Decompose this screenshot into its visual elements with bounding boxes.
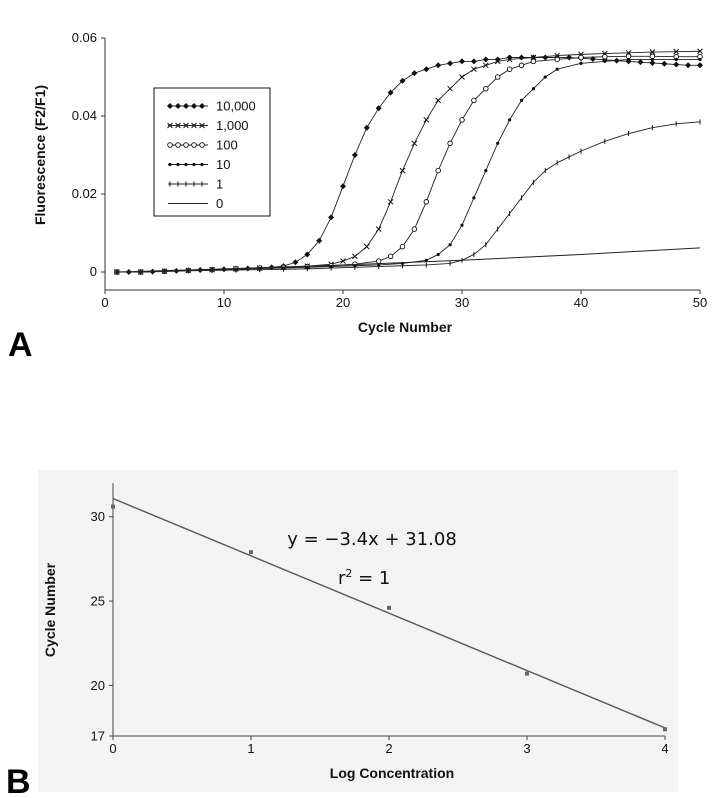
panel-b-x-tick-label: 3 <box>523 741 531 756</box>
data-point <box>340 183 346 189</box>
panel-a-label: A <box>8 326 33 364</box>
data-point <box>508 118 511 121</box>
legend-swatch-marker <box>184 163 187 166</box>
data-point <box>412 227 417 232</box>
panel-b-background <box>38 470 678 792</box>
data-point <box>364 125 370 131</box>
data-point <box>579 62 582 65</box>
data-point <box>423 66 429 72</box>
panel-a-y-tick-label: 0.04 <box>71 108 97 123</box>
data-point <box>460 118 465 123</box>
data-point <box>555 57 560 62</box>
data-point <box>448 141 453 146</box>
data-point <box>249 550 253 554</box>
data-point <box>412 141 417 146</box>
data-point <box>484 86 489 91</box>
data-point <box>111 505 115 509</box>
data-point <box>376 259 381 264</box>
data-point <box>483 56 489 62</box>
data-point <box>364 244 369 249</box>
data-point <box>483 63 488 68</box>
data-point <box>663 727 667 731</box>
data-point <box>424 200 429 205</box>
data-point <box>698 58 701 61</box>
data-point <box>400 244 405 249</box>
panel-b-y-tick-label: 30 <box>90 509 105 525</box>
panel-b-x-tick-label: 1 <box>247 741 255 756</box>
data-point <box>520 99 523 102</box>
panel-b-y-tick-label: 17 <box>90 728 105 744</box>
data-point <box>675 58 678 61</box>
data-point <box>697 62 703 68</box>
data-point <box>556 68 559 71</box>
data-point <box>460 75 465 80</box>
r-squared-value: = 1 <box>352 568 391 589</box>
legend-swatch-marker <box>168 163 171 166</box>
data-point <box>579 55 584 60</box>
series-5 <box>117 248 700 272</box>
panel-b-x-tick-label: 4 <box>661 741 669 756</box>
data-point <box>532 87 535 90</box>
data-point <box>685 62 691 68</box>
data-point <box>544 75 547 78</box>
data-point <box>603 60 606 63</box>
data-point <box>436 98 441 103</box>
data-point <box>661 61 667 67</box>
data-point <box>460 224 463 227</box>
legend-label: 1 <box>216 176 224 192</box>
data-point <box>542 55 548 61</box>
legend-swatch-marker <box>176 163 179 166</box>
data-point <box>525 672 529 676</box>
data-point <box>436 168 441 173</box>
legend-swatch-marker <box>168 143 173 148</box>
legend-swatch-marker <box>192 143 197 148</box>
data-point <box>496 142 499 145</box>
data-point <box>651 58 654 61</box>
data-point <box>292 259 298 265</box>
data-point <box>519 55 525 61</box>
data-point <box>437 253 440 256</box>
data-point <box>471 67 476 72</box>
legend-label: 10 <box>216 157 231 172</box>
data-point <box>400 168 405 173</box>
panel-a-y-tick-label: 0.02 <box>71 186 97 201</box>
data-point <box>673 62 679 68</box>
panel-b-y-tick-label: 25 <box>90 593 105 609</box>
panel-b-ylabel: Cycle Number <box>42 562 58 658</box>
data-point <box>424 117 429 122</box>
data-point <box>449 243 452 246</box>
panel-a-x-tick-label: 50 <box>692 295 708 310</box>
data-point <box>376 227 381 232</box>
data-point <box>471 58 477 64</box>
r-squared-sup: 2 <box>345 567 353 580</box>
legend-swatch-marker <box>200 143 205 148</box>
panel-b-x-tick-label: 0 <box>109 741 117 756</box>
data-point <box>388 199 393 204</box>
legend-swatch-marker <box>200 163 203 166</box>
panel-a-x-tick-label: 30 <box>454 295 470 310</box>
panel-b-label: B <box>6 763 31 798</box>
panel-a-ylabel: Fluorescence (F2/F1) <box>32 84 48 226</box>
data-point <box>507 67 512 72</box>
data-point <box>519 63 524 68</box>
data-point <box>603 54 608 59</box>
panel-a-xlabel: Cycle Number <box>357 319 453 335</box>
panel-a-x-tick-label: 10 <box>216 295 232 310</box>
panel-a-y-tick-label: 0.06 <box>71 30 97 45</box>
panel-a-x-tick-label: 0 <box>101 295 109 310</box>
legend-label: 0 <box>216 196 224 211</box>
legend-label: 100 <box>216 137 238 153</box>
data-point <box>531 59 536 64</box>
data-point <box>627 58 630 61</box>
r-squared-r: r <box>338 568 346 589</box>
panel-b-y-tick-label: 20 <box>90 677 105 693</box>
panel-b-xlabel: Log Concentration <box>329 765 455 781</box>
data-point <box>352 254 357 259</box>
panel-a-x-tick-label: 40 <box>573 295 589 310</box>
data-point <box>388 254 393 259</box>
data-point <box>638 59 644 65</box>
data-point <box>435 62 441 68</box>
regression-equation: y = −3.4x + 31.08 <box>287 529 457 550</box>
data-point <box>387 606 391 610</box>
series-line <box>117 248 700 272</box>
panel-a-legend <box>154 88 270 216</box>
data-point <box>472 196 475 199</box>
data-point <box>448 86 453 91</box>
legend-label: 1,000 <box>216 118 249 133</box>
legend-label: 10,000 <box>216 98 256 114</box>
data-point <box>352 152 358 158</box>
legend-swatch-marker <box>184 143 189 148</box>
panel-a-x-tick-label: 20 <box>335 295 351 310</box>
panel-b-x-tick-label: 2 <box>385 741 393 756</box>
data-point <box>472 98 477 103</box>
legend-swatch-marker <box>176 143 181 148</box>
data-point <box>328 214 334 220</box>
data-point <box>459 58 465 64</box>
legend-swatch-marker <box>192 163 195 166</box>
data-point <box>495 75 500 80</box>
data-point <box>484 169 487 172</box>
panel-a-y-tick-label: 0 <box>89 264 97 279</box>
data-point <box>411 70 417 76</box>
data-point <box>447 60 453 66</box>
